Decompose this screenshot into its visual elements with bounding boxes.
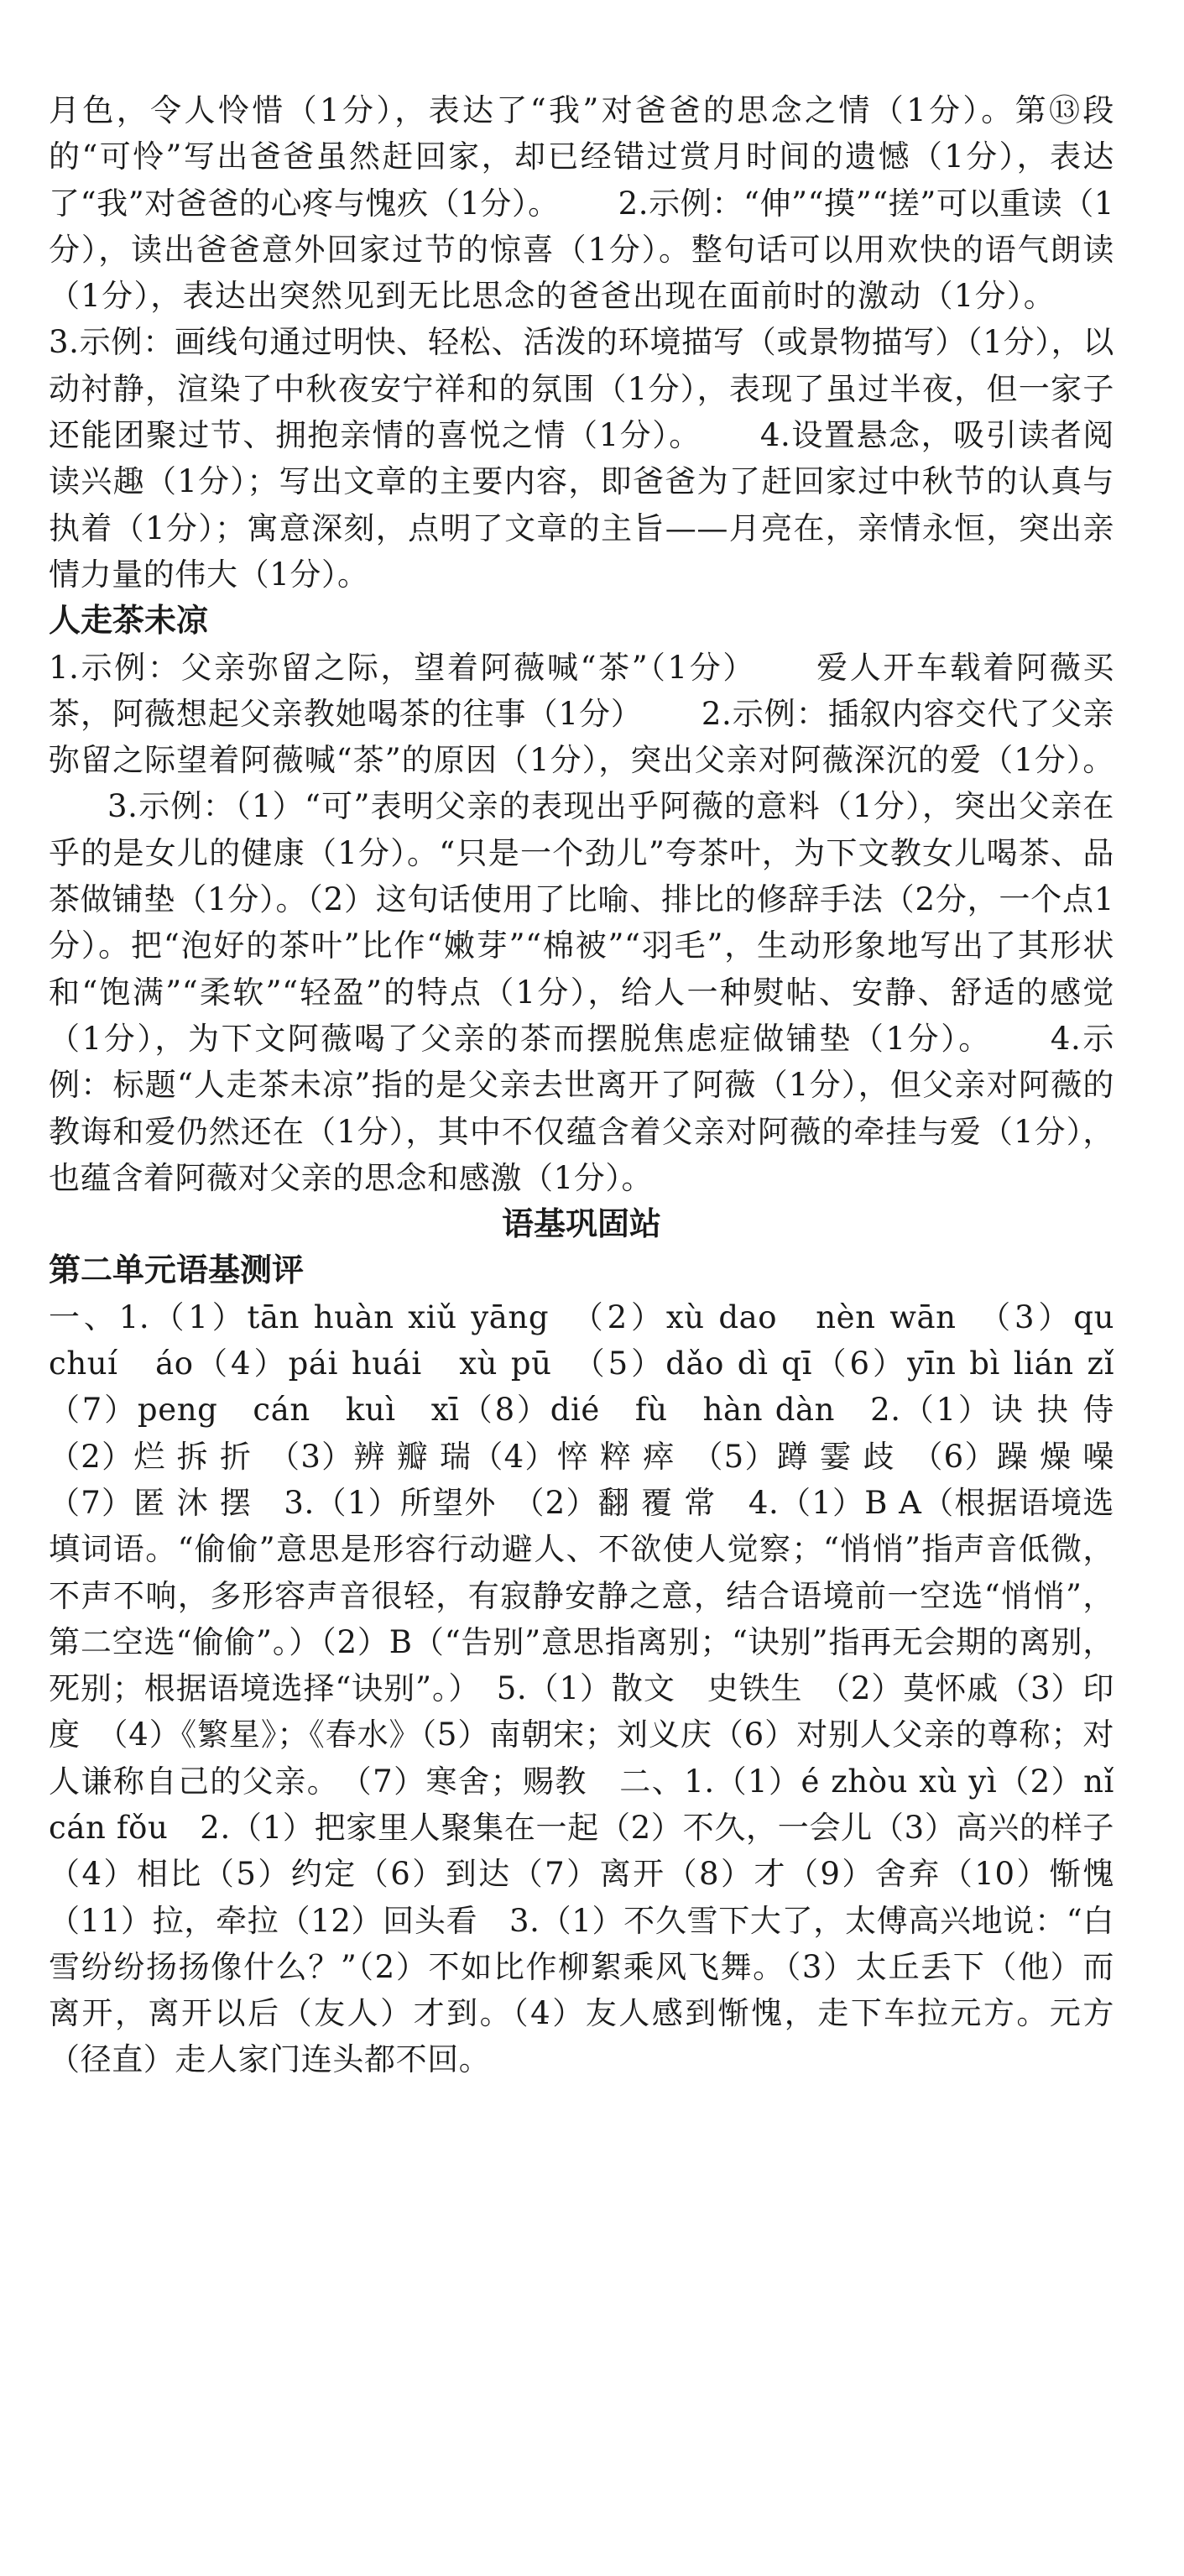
answer-paragraph-tea [49,645,1114,1202]
answer-text: 一、1.（1）tān huàn xiǔ yāng （2）xù dao nèn wān （3）qu chuí áo（4）pái huái xù pū （5）dǎo dì qī（6）yīn bì lián zǐ （7）peng cán kuì xī（8）dié fù hàn dàn 2.（1）诀 抉 侍 （2）烂 拆 折 （3）辨 瓣 瑞（4）悴 粹 瘁 （5）蹲 霎 歧 （6）躁 燥 噪 （7）匿 沐 摆 3.（1）所望外 （2）翻 覆 常 4.（1）B A（根据语境选填词语。“偷偷”意思是形容行动避人、不欲使人觉察；“悄悄”指声音低微，不声不响，多形容声音很轻，有寂静安静之意，结合语境前一空选“悄悄”，第二空选“偷偷”。）（2）B（“告别”意思指离别；“诀别”指再无会期的离别，死别；根据语境选择“诀别”。） 5.（1）散文 史铁生 （2）莫怀戚（3）印度 （4）《繁星》；《春水》（5）南朝宋；刘义庆（6）对别人父亲的尊称；对人谦称自己的父亲。 （7）寒舍；赐教 二、1.（1）é zhòu xù yì（2）nǐ cán fǒu 2.（1）把家里人聚集在一起（2）不久，一会儿（3）高兴的样子（4）相比（5）约定（6）到达（7）离开（8）才（9）舍弃（10）惭愧（11）拉，牵拉（12）回头看 3.（1）不久雪下大了，太傅高兴地说：“白雪纷纷扬扬像什么？”（2）不如比作柳絮乘风飞舞。（3）太丘丢下（他）而离开，离开以后（友人）才到。（4）友人感到惭愧，走下车拉元方。元方（径直）走人家门连头都不回。 [49,1298,1146,2078]
answer-paragraph-unit-test [49,1294,1146,2083]
unit-test-heading: 第二单元语基测评 [49,1251,305,1289]
answer-q2: 2.示例：“伸”“摸”“搓”可以重读（1分），读出爸爸意外回家过节的惊喜（1分）。整句话可以用欢快的语气朗读（1分），表达出突然见到无比思念的爸爸出现在面前时的激动（1分）。 [49,185,1115,315]
answer-q4: 4.示例：标题“人走茶未凉”指的是父亲去世离开了阿薇（1分），但父亲对阿薇的教诲和爱仍然还在（1分），其中不仅蕴含着父亲对阿薇的牵挂与爱（1分），也蕴含着阿薇对父亲的思念和感激（1分）。 [49,1020,1114,1196]
answer-q4: 4.设置悬念，吸引读者阅读兴趣（1分）；写出文章的主要内容，即爸爸为了赶回家过中秋节的认真与执着（1分）；寓意深刻，点明了文章的主旨——月亮在，亲情永恒，突出亲情力量的伟大（1分）。 [49,417,1114,593]
article-heading: 人走茶未凉 [49,602,209,640]
answer-q2: 2.示例：插叙内容交代了父亲弥留之际望着阿薇喊“茶”的原因（1分），突出父亲对阿薇深沉的爱（1分）。 [49,695,1114,779]
answer-page [49,87,1146,2083]
answer-text: 月色，令人怜惜（1分），表达了“我”对爸爸的思念之情（1分）。第⑬段的“可怜”写出爸爸虽然赶回家，却已经错过赏月时间的遗憾（1分），表达了“我”对爸爸的心疼与愧疚（1分）。 [49,92,1114,222]
answer-q1: 1.示例：父亲弥留之际，望着阿薇喊“茶”（1分） [49,649,757,686]
answer-q1-second: 爱人开车载着阿薇买茶，阿薇想起父亲教她喝茶的往事（1分） [49,649,1114,732]
answer-q3: 3.示例：画线句通过明快、轻松、活泼的环境描写（或景物描写）（1分），以动衬静，渲染了中秋夜安宁祥和的氛围（1分），表现了虽过半夜，但一家子还能团聚过节、拥抱亲情的喜悦之情（1分）。 [49,324,1114,454]
section-title: 语基巩固站 [501,1205,661,1243]
answer-q3: 3.示例：（1）“可”表明父亲的表现出乎阿薇的意料（1分），突出父亲在乎的是女儿的健康（1分）。“只是一个劲儿”夸茶叶，为下文教女儿喝茶、品茶做铺垫（1分）。（2）这句话使用了比喻、排比的修辞手法（2分，一个点1分）。把“泡好的茶叶”比作“嫩芽”“棉被”“羽毛”，生动形象地写出了其形状和“饱满”“柔软”“轻盈”的特点（1分），给人一种熨帖、安静、舒适的感觉（1分），为下文阿薇喝了父亲的茶而摆脱焦虑症做铺垫（1分）。 [49,788,1114,1057]
answer-paragraph-moon [49,87,1114,598]
